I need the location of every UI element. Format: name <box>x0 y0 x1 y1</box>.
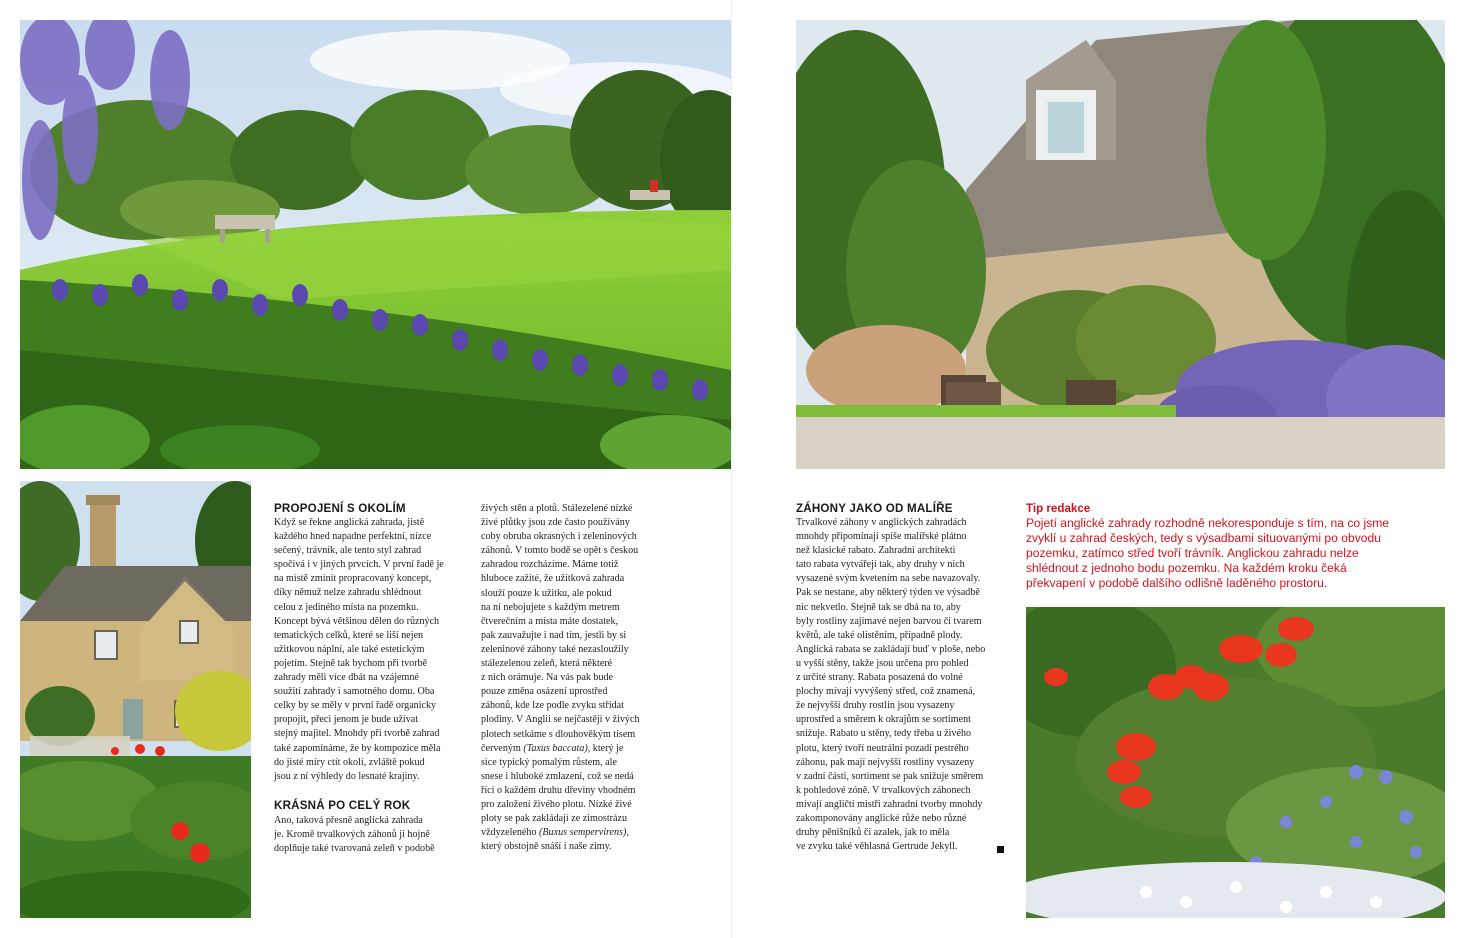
text-line: spočívá i v jiných prvcích. V první řadě je <box>274 559 444 571</box>
tip-line: Pojetí anglické zahrady rozhodně nekoresponduje s tím, na co jsme <box>1026 516 1390 530</box>
text-line: ve zvyku také věhlasná Gertrude Jekyll. <box>796 841 958 853</box>
text-line: na místě zmínit propracovaný koncept, <box>274 573 432 585</box>
text-line: mnohdy připomínají spíše malířské plátno <box>796 531 967 543</box>
tip-line: shlédnout z jednoho bodu pozemku. Na každém kroku čeká <box>1026 560 1347 575</box>
page-spine <box>731 0 732 938</box>
text-line: který obstojně snáší i naše zimy. <box>481 841 612 853</box>
text-line: zahradou rozcházíme. Máme totiž <box>481 559 619 571</box>
text-line: propojit, přeci jenom je bude užívat <box>274 714 419 726</box>
text-line: záhonů. V tomto bodě se opět s českou <box>481 545 639 557</box>
text-line: zahrady měli více dbát na vzájemné <box>274 672 419 684</box>
text-line: do jisté míry ctít okolí, zvláště pokud <box>274 756 425 768</box>
text-line: živé plůtky jsou zde často používány <box>481 517 630 529</box>
text-line: Když se řekne anglická zahrada, jistě <box>274 517 425 528</box>
text-line: snese i hluboké zmlazení, což se nedá <box>481 770 634 782</box>
text-line: čtverečním a místa máte dostatek, <box>481 615 619 627</box>
text-line: tematických celků, které se liší nejen <box>274 629 424 641</box>
text-line: Ano, taková přesně anglická zahrada <box>274 815 423 826</box>
tip-text <box>1026 516 1436 591</box>
text-line: že nejvyšší druhy rostlin jsou vysazeny <box>796 700 955 712</box>
tip-title: Tip redakce <box>1026 502 1091 515</box>
text-line: záhonů, kde lze podle zvyku střídat <box>481 700 624 712</box>
text-line: Anglická rabata se zakládají buď v ploše, nebo <box>796 643 986 655</box>
column-2-body <box>481 502 640 854</box>
text-line: stejný majitel. Mnohdy při tvorbě zahrad <box>274 728 440 740</box>
text-line: sečený, trávník, ale tento styl zahrad <box>274 545 422 557</box>
text-line: zeleninové záhony také nezasloužily <box>481 643 629 655</box>
photo-house-lavender <box>796 20 1445 469</box>
text-line: zakomponovány anglické růže nebo různé <box>796 812 967 824</box>
text-line <box>481 826 640 840</box>
section-body-propojeni <box>274 516 444 784</box>
text-line: tato rabata vytvářejí tak, aby druhy v nich <box>796 559 965 571</box>
text-line: celky by se měly v první řadě organicky <box>274 700 437 712</box>
tip-line: překvapení v podobě dalšího odlišně laděného prostoru. <box>1026 575 1328 590</box>
text-line: soužití zahrady i samotného domu. Oba <box>274 686 435 698</box>
text-line: uprostřed a směrem k okrajům se sortiment <box>796 714 971 726</box>
text-line: užitkovou náplní, ale také estetickým <box>274 643 425 655</box>
text-line: mívají angličtí mistři zahradní tvorby mnohdy <box>796 798 983 810</box>
section-body-krasna <box>274 814 435 856</box>
text-line: živých stěn a plotů. Stálezelené nízké <box>481 503 633 514</box>
text-line: nic nekvetlo. Stejně tak se dbá na to, aby <box>796 601 961 613</box>
text-line: plotu, který tvoří neutrální pozadí pestrého <box>796 742 969 754</box>
text-line: ploty se pak zakládají ze zimostrázu <box>481 813 628 825</box>
text-line: díky němuž nelze zahradu shlédnout <box>274 587 422 599</box>
text-line: na ní nebojujete s každým metrem <box>481 601 620 613</box>
text-line: u vyšší stěny, takže jsou určena pro pohled <box>796 657 969 669</box>
text-line: Trvalkové záhony v anglických zahradách <box>796 517 967 528</box>
text-line: plotech setkáme s dlouhověkým tisem <box>481 728 636 740</box>
text-line: jsou z ní výhledy do lesnaté krajiny. <box>274 770 420 782</box>
text-line: stálezelenou zeleň, která některé <box>481 658 613 670</box>
text-line: plochy mívají vyvýšený střed, což znamená, <box>796 686 976 698</box>
section-heading-krasna: KRÁSNÁ PO CELÝ ROK <box>274 799 411 812</box>
latin-name-buxus: (Buxus sempervirens) <box>539 827 627 839</box>
text-line: hluboce zažité, že užitková zahrada <box>481 573 625 585</box>
text-line: k pohledové zóně. V trvalkových záhonech <box>796 784 971 796</box>
text-line: doplňuje také tvarovaná zeleň v podobě <box>274 843 435 855</box>
text-line: coby obruba okrasných i zeleninových <box>481 531 637 543</box>
text-line: Koncept bývá většinou dělen do různých <box>274 615 440 627</box>
text-line: z nich orámuje. Na vás pak bude <box>481 672 614 684</box>
text-line: celou z jediného místa na pozemku. <box>274 601 419 613</box>
latin-name-taxus: (Taxus baccata) <box>523 742 588 754</box>
text-line: snižuje. Rabato u stěny, tedy třeba u živého <box>796 728 972 740</box>
text-line: je. Kromě trvalkových záhonů ji hojně <box>274 829 430 841</box>
photo-stone-cottage <box>20 481 251 918</box>
tip-line: pozemku, zatímco střed tvoří trávník. Anglickou zahradu nelze <box>1026 545 1359 560</box>
text-fragment: červeným <box>481 742 524 754</box>
text-fragment: , který je <box>587 742 624 754</box>
text-line: z určité strany. Rabata posazená do volné <box>796 672 963 684</box>
text-line: v zadní části, sortiment se pak snižuje směrem <box>796 770 984 782</box>
text-line: druhy pěnišníků či azalek, jak to měla <box>796 827 950 839</box>
text-line: byly rostliny zajímavé nejen barvou či tvarem <box>796 615 982 627</box>
text-line: záhonu, pak mají nejvyšší rostliny vysazeny <box>796 756 975 768</box>
text-line: pak zauvažujte i nad tím, jestli by si <box>481 629 627 641</box>
text-line: pro založení živého plotu. Nízké živé <box>481 798 632 810</box>
tip-line: zvyklí u zahrad českých, tedy s výsadbami situovanými po obvodu <box>1026 530 1381 545</box>
text-fragment: vždyzeleného <box>481 827 540 839</box>
section-heading-zahony: ZÁHONY JAKO OD MALÍŘE <box>796 502 953 515</box>
text-line: Pak se nestane, aby některý týden ve výsadbě <box>796 587 980 599</box>
photo-poppies <box>1026 607 1445 918</box>
text-line: pojetím. Stejně tak bychom při tvorbě <box>274 657 428 669</box>
article-end-mark <box>997 846 1004 853</box>
text-line: vysazené svým kvetením na sebe navazovaly. <box>796 573 981 585</box>
text-line: slouží pouze k užitku, ale pokud <box>481 587 612 599</box>
text-line: plodiny. V Anglii se nejčastěji v živých <box>481 714 640 726</box>
text-line: než klasické rabato. Zahradní architekti <box>796 545 956 557</box>
text-fragment: , <box>626 827 629 839</box>
text-line: říci o každém druhu dřeviny vhodném <box>481 784 636 796</box>
text-line: sice typický pomalým růstem, ale <box>481 756 617 768</box>
section-heading-propojeni: PROPOJENÍ S OKOLÍM <box>274 502 406 515</box>
text-line: pouze změna osázení uprostřed <box>481 686 608 698</box>
photo-garden-lawn <box>20 20 731 469</box>
text-line: květů, ale také olistěním, případně plody. <box>796 629 963 641</box>
text-line: každého hned napadne perfektní, nízce <box>274 531 432 543</box>
section-body-zahony <box>796 516 985 854</box>
text-line <box>481 742 640 756</box>
text-line: také zapomínáme, že by kompozice měla <box>274 742 441 754</box>
